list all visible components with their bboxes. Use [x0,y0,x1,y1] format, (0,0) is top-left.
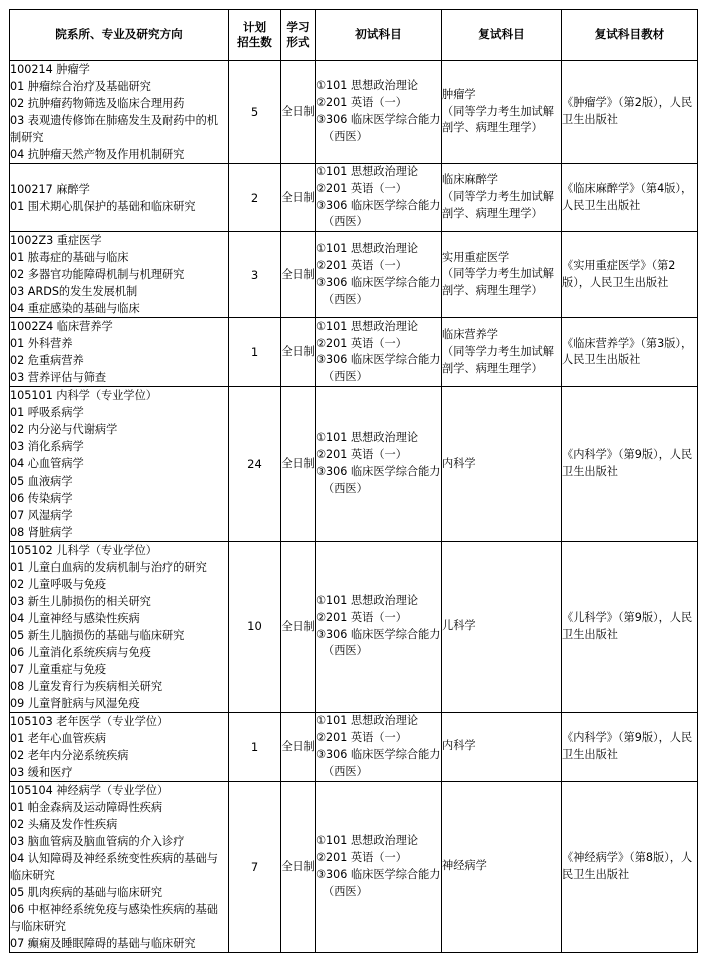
table-body [10,61,698,953]
initial-exam-subject-line: ①101 思想政治理论 [316,431,419,445]
program-directions-cell [10,164,229,232]
column-header-line: 复试科目 [478,27,525,42]
initial-exam-subject-line: （西医） [323,884,368,898]
research-direction: 04 心血管病学 [10,457,84,471]
initial-exam-subject-line: （西医） [323,215,368,229]
program-code-name: 100214 肿瘤学 [10,63,90,76]
initial-exam-subject-line: ③306 临床医学综合能力 [316,113,441,127]
research-direction: 03 ARDS的发生发展机制 [10,285,138,299]
planned-enrollment-count: 24 [229,387,281,541]
initial-exam-subjects-cell [316,541,442,712]
research-direction: 01 呼吸系病学 [10,406,84,420]
research-direction: 02 危重病营养 [10,354,84,368]
initial-exam-subject-line: ①101 思想政治理论 [316,834,419,848]
initial-exam-subjects-cell [316,164,442,232]
table-row [10,232,698,318]
retest-subject-cell [442,541,562,712]
retest-extra-exam-note: 剖学、病理生理学） [442,284,543,298]
initial-exam-subject-line: ②201 英语（一） [316,730,407,744]
column-header-3 [281,10,316,61]
retest-subject: 神经病学 [442,859,487,873]
research-direction: 03 新生儿肺损伤的相关研究 [10,594,151,608]
table-row [10,781,698,952]
initial-exam-subject-line: ①101 思想政治理论 [316,242,419,256]
initial-exam-subject-line: ①101 思想政治理论 [316,714,419,728]
retest-subject: 内科学 [442,739,476,753]
initial-exam-subject-line: （西医） [323,129,368,143]
retest-textbook: 《临床营养学》（第3版），人民卫生出版社 [562,318,698,387]
research-direction: 02 老年内分泌系统疾病 [10,748,129,762]
research-direction: 08 肾脏病学 [10,525,73,539]
program-code-name: 100217 麻醉学 [10,182,90,196]
research-direction: 03 表观遗传修饰在肺癌发生及耐药中的机制研究 [10,114,218,145]
retest-extra-exam-note: （同等学力考生加试解 [442,344,554,358]
initial-exam-subject-line: ①101 思想政治理论 [316,79,419,93]
initial-exam-subject-line: ①101 思想政治理论 [316,165,419,179]
planned-enrollment-count: 10 [229,541,281,712]
study-form: 全日制 [281,164,316,232]
research-direction: 03 营养评估与筛查 [10,371,107,385]
planned-enrollment-count: 7 [229,781,281,952]
retest-subject-cell [442,61,562,164]
initial-exam-subject-line: ②201 英语（一） [316,336,407,350]
research-direction: 02 抗肿瘤药物筛选及临床合理用药 [10,97,185,111]
initial-exam-subject-line: ③306 临床医学综合能力 [316,747,441,761]
initial-exam-subject-line: ③306 临床医学综合能力 [316,627,441,641]
header-row [10,10,698,61]
initial-exam-subjects-cell [316,318,442,387]
program-code-name: 1002Z3 重症医学 [10,234,102,248]
study-form: 全日制 [281,387,316,541]
planned-enrollment-count: 2 [229,164,281,232]
research-direction: 05 新生儿脑损伤的基础与临床研究 [10,628,185,642]
retest-subject: 实用重症医学 [442,250,510,264]
research-direction: 01 儿童白血病的发病机制与治疗的研究 [10,560,207,574]
planned-enrollment-count: 3 [229,232,281,318]
research-direction: 01 老年心血管疾病 [10,731,107,745]
initial-exam-subject-line: （西医） [323,644,368,658]
research-direction: 01 脓毒症的基础与临床 [10,251,129,265]
retest-subject-cell [442,232,562,318]
research-direction: 09 儿童肾脏病与风湿免疫 [10,696,140,710]
initial-exam-subject-line: ②201 英语（一） [316,181,407,195]
table-row [10,164,698,232]
retest-textbook: 《实用重症医学》（第2版），人民卫生出版社 [562,232,698,318]
program-directions-cell [10,387,229,541]
retest-textbook: 《内科学》（第9版），人民卫生出版社 [562,387,698,541]
column-header-line: 招生数 [237,35,272,49]
retest-subject: 儿科学 [442,619,476,633]
retest-extra-exam-note: 剖学、病理生理学） [442,121,543,135]
retest-textbook: 《内科学》（第9版），人民卫生出版社 [562,712,698,781]
column-header-line: 计划 [242,19,267,34]
program-code-name: 105103 老年医学（专业学位） [10,714,169,728]
program-code-name: 105102 儿科学（专业学位） [10,543,157,557]
initial-exam-subject-line: ①101 思想政治理论 [316,319,419,333]
retest-extra-exam-note: （同等学力考生加试解 [442,104,554,118]
research-direction: 07 儿童重症与免疫 [10,662,107,676]
column-header-1 [10,10,229,61]
table-row [10,387,698,541]
initial-exam-subject-line: ②201 英语（一） [316,610,407,624]
initial-exam-subject-line: ②201 英语（一） [316,851,407,865]
initial-exam-subject-line: ②201 英语（一） [316,96,407,110]
initial-exam-subject-line: ③306 临床医学综合能力 [316,353,441,367]
retest-extra-exam-note: 剖学、病理生理学） [442,361,543,375]
table-row [10,541,698,712]
study-form: 全日制 [281,318,316,387]
initial-exam-subjects-cell [316,387,442,541]
column-header-5 [442,10,562,61]
program-code-name: 105104 神经病学（专业学位） [10,783,169,797]
initial-exam-subject-line: ②201 英语（一） [316,448,407,462]
retest-subject-cell [442,781,562,952]
research-direction: 07 风湿病学 [10,508,73,522]
research-direction: 03 缓和医疗 [10,765,73,779]
table-row [10,712,698,781]
column-header-4 [316,10,442,61]
program-directions-cell [10,781,229,952]
initial-exam-subjects-cell [316,781,442,952]
initial-exam-subject-line: ③306 临床医学综合能力 [316,867,441,881]
initial-exam-subjects-cell [316,712,442,781]
study-form: 全日制 [281,712,316,781]
research-direction: 01 肿瘤综合治疗及基础研究 [10,80,151,94]
column-header-line: 形式 [286,35,310,49]
program-directions-cell [10,232,229,318]
initial-exam-subjects-cell [316,61,442,164]
research-direction: 04 儿童神经与感染性疾病 [10,611,140,625]
research-direction: 01 围术期心肌保护的基础和临床研究 [10,199,196,213]
retest-textbook: 《神经病学》（第8版），人民卫生出版社 [562,781,698,952]
retest-subject: 临床营养学 [442,328,498,342]
research-direction: 06 儿童消化系统疾病与免疫 [10,645,151,659]
program-directions-cell [10,541,229,712]
study-form: 全日制 [281,232,316,318]
program-directions-cell [10,61,229,164]
column-header-line: 学习 [286,19,310,34]
retest-subject-cell [442,712,562,781]
retest-subject-cell [442,164,562,232]
initial-exam-subject-line: （西医） [323,481,368,495]
table-row [10,318,698,387]
retest-subject-cell [442,387,562,541]
retest-subject: 肿瘤学 [442,87,476,101]
initial-exam-subject-line: ①101 思想政治理论 [316,594,419,608]
initial-exam-subject-line: ③306 临床医学综合能力 [316,275,441,289]
research-direction: 02 内分泌与代谢病学 [10,423,118,437]
retest-extra-exam-note: （同等学力考生加试解 [442,190,554,204]
research-direction: 03 脑血管病及脑血管病的介入诊疗 [10,834,185,848]
initial-exam-subject-line: （西医） [323,292,368,306]
retest-subject: 内科学 [442,456,476,470]
research-direction: 02 多器官功能障碍机制与机理研究 [10,268,185,282]
table-row [10,61,698,164]
research-direction: 06 中枢神经系统免疫与感染性疾病的基础与临床研究 [10,902,218,933]
initial-exam-subject-line: ③306 临床医学综合能力 [316,198,441,212]
table-header [10,10,698,61]
initial-exam-subjects-cell [316,232,442,318]
planned-enrollment-count: 1 [229,712,281,781]
program-directions-cell [10,712,229,781]
research-direction: 04 认知障碍及神经系统变性疾病的基础与临床研究 [10,851,218,882]
study-form: 全日制 [281,541,316,712]
retest-textbook: 《肿瘤学》（第2版），人民卫生出版社 [562,61,698,164]
retest-textbook: 《临床麻醉学》（第4版），人民卫生出版社 [562,164,698,232]
research-direction: 02 儿童呼吸与免疫 [10,577,107,591]
program-directions-cell [10,318,229,387]
research-direction: 06 传染病学 [10,491,73,505]
research-direction: 03 消化系病学 [10,440,84,454]
retest-textbook: 《儿科学》（第9版），人民卫生出版社 [562,541,698,712]
study-form: 全日制 [281,61,316,164]
retest-extra-exam-note: 剖学、病理生理学） [442,207,543,221]
initial-exam-subject-line: （西医） [323,764,368,778]
planned-enrollment-count: 5 [229,61,281,164]
admissions-table [9,9,698,953]
research-direction: 01 外科营养 [10,337,73,351]
program-code-name: 1002Z4 临床营养学 [10,320,113,334]
planned-enrollment-count: 1 [229,318,281,387]
column-header-line: 复试科目教材 [594,27,665,42]
retest-extra-exam-note: （同等学力考生加试解 [442,267,554,281]
program-code-name: 105101 内科学（专业学位） [10,389,157,403]
initial-exam-subject-line: ③306 临床医学综合能力 [316,464,441,478]
column-header-line: 初试科目 [355,27,402,42]
research-direction: 02 头痛及发作性疾病 [10,817,118,831]
research-direction: 05 肌肉疾病的基础与临床研究 [10,885,163,899]
study-form: 全日制 [281,781,316,952]
research-direction: 01 帕金森病及运动障碍性疾病 [10,800,163,814]
research-direction: 04 重症感染的基础与临床 [10,302,140,316]
research-direction: 05 血液病学 [10,474,73,488]
retest-subject-cell [442,318,562,387]
column-header-line: 院系所、专业及研究方向 [55,27,183,42]
research-direction: 07 癫痫及睡眠障碍的基础与临床研究 [10,936,196,950]
initial-exam-subject-line: ②201 英语（一） [316,259,407,273]
retest-subject: 临床麻醉学 [442,173,498,187]
research-direction: 08 儿童发育行为疾病相关研究 [10,679,163,693]
research-direction: 04 抗肿瘤天然产物及作用机制研究 [10,148,185,162]
column-header-6 [562,10,698,61]
column-header-2 [229,10,281,61]
initial-exam-subject-line: （西医） [323,370,368,384]
